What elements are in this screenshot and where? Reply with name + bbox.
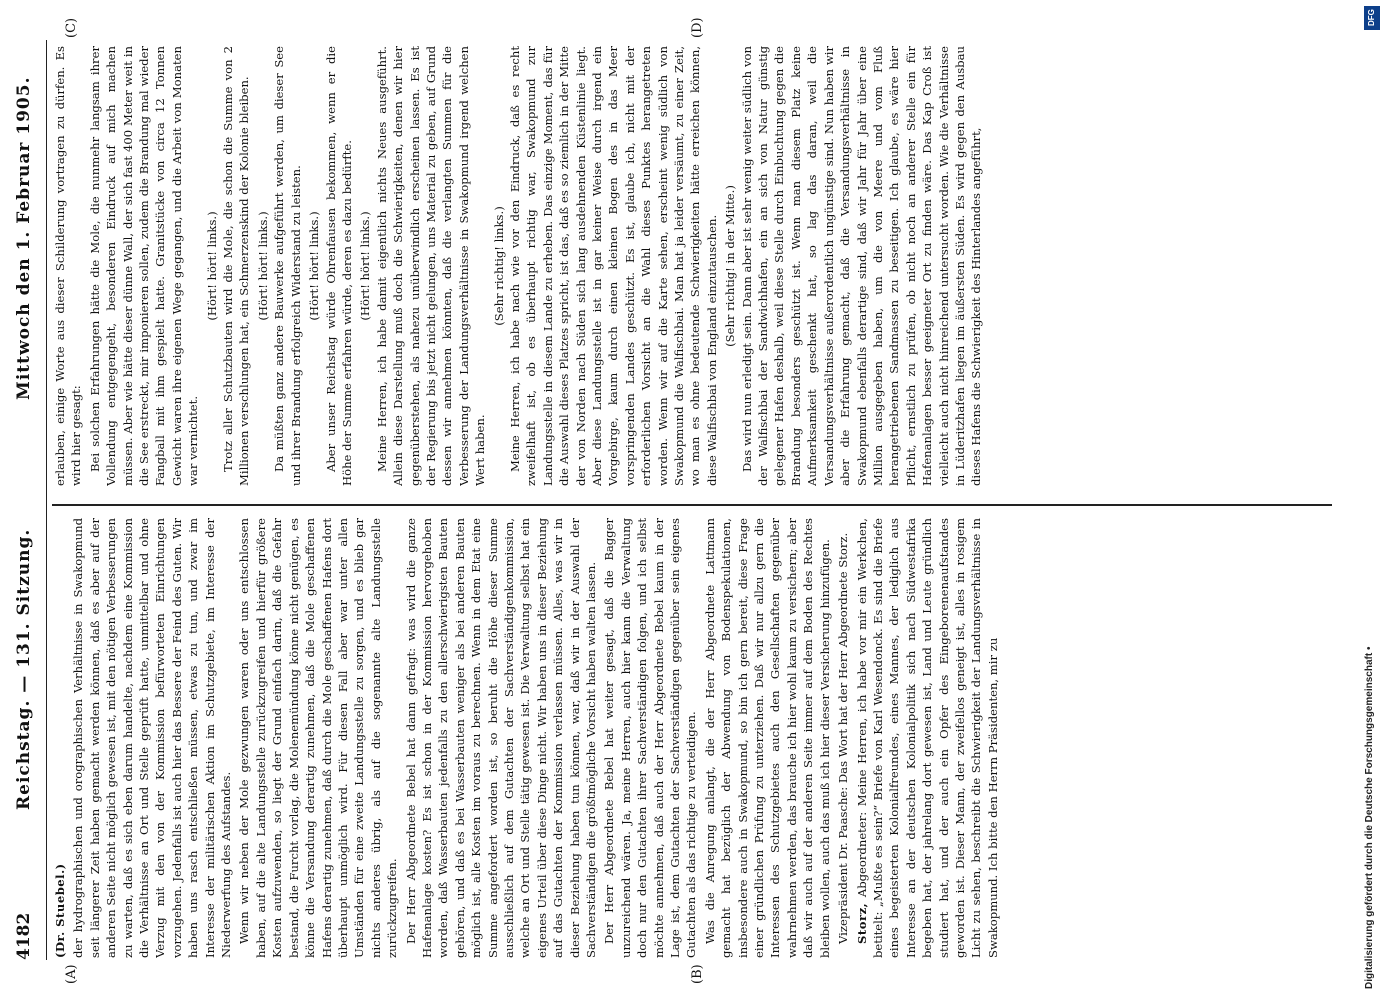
page-header [6,40,46,960]
reaction: (Sehr richtig! in der Mitte.) [723,185,738,347]
paragraph: Das wird nun erledigt sein. Dann aber ist sehr wenig weiter südlich von der Walfischbai der Sandwichhafen, ein an sich von Natur günstig gelegener Hafen deshalb, weil diese Stelle durch Einbuchtung gegen die Brandung besonders geschützt ist. Wenn man diesem Platz keine Aufmerksamkeit geschenkt hat, so lag das daran, weil die Versandungsverhältnisse außerordentlich ungünstige sind. Nun haben wir aber die Erfahrung gemacht, daß die Versandungsverhältnisse in Swakopmund ebenfalls derartige sind, daß wir Jahr für Jahr über eine Million ausgegeben haben, um die von Meere und vom Fluß herangetriebenen Sandmassen zu beseitigen. Ich glaube, es wäre hier Pflicht, ernstlich zu prüfen, ob nicht noch an anderer Stelle ein für Hafenanlagen besser geeigneter Ort zu finden wäre. Das Kap Croß ist vielleicht auch nicht hinreichend untersucht worden. Wie die Verhältnisse in Lüderitzhafen liegen im äußersten Süden. Es wird gegen den Ausbau dieses Hafens die Schwierigkeit des Hinterlandes angeführt, [739,46,984,486]
reaction: (Hört! hört! links.) [307,211,322,321]
page-number: 4182 [14,912,34,960]
paragraph: Was die Anregung anlangt, die der Herr Abgeordnete Lattmann gemacht hat bezüglich der Abwendung von Bodenspekulationen, insbesondere auch in Swakopmund, so bin ich gern bereit, diese Frage einer gründlichen Prüfung zu unterziehen. Daß wir nur allzu gern die Interessen des Schutzgebietes auch den Gesellschaften gegenüber wahrnehmen werden, das brauche ich hier wohl kaum zu versichern; aber daß wir auch auf der anderen Seite immer auf dem Boden des Rechtes bleiben wollen, auch das muß ich hier dieser Versicherung hinzufügen. [702,518,832,958]
reaction: (Hört! hört! links.) [255,211,270,321]
paragraph: Der Herr Abgeordnete Bebel hat dann gefragt: was wird die ganze Hafenanlage kosten? Es ist schon in der Kommission hervorgehoben worden, daß Wasserbauten jedenfalls zu den allerschwierigsten Bauten gehören, und daß es bei Wasserbauten weniger als bei anderen Bauten möglich ist, alle Kosten im voraus zu berechnen. Wenn in dem Etat eine Summe angefordert worden ist, so beruht die Höhe dieser Summe ausschließlich auf dem Gutachten der Sachverständigenkommission, welche an Ort und Stelle tätig gewesen ist. Die Verwaltung selbst hat ein eigenes Urteil über diese Dinge nicht. Wir haben uns in dieser Beziehung auf das Gutachten der Kommission verlassen müssen. Alles, was wir in dieser Beziehung haben tun können, war, daß wir in der Auswahl der Sachverständigen die größtmögliche Vorsicht haben walten lassen. [403,518,598,958]
left-text-column [52,518,1332,958]
dfg-logo: DFG [1364,6,1380,30]
quote-paragraph: Trotz aller Schutzbauten wird die Mole, die schon die Summe von 2 Millionen verschlungen hat, ein Schmerzenskind der Kolonie bleiben. [221,46,252,486]
header-rule [46,40,47,960]
margin-mark-a: (A) [64,964,79,984]
paragraph: erlauben, einige Worte aus dieser Schilderung vortragen zu dürfen. Es wird hier gesagt: [53,46,84,486]
paragraph: Meine Herren, ich habe nach wie vor den Eindruck, daß es recht zweifelhaft ist, ob es überhaupt richtig war, Swakopmund zur Landungsstelle in diesem Lande zu erheben. Das einzige Moment, das für die Auswahl dieses Platzes spricht, ist das, daß es so ziemlich in der Mitte der von Norden nach Süden sich lang ausdehnenden Küstenlinie liegt. Aber diese Landungsstelle ist in gar keiner Weise durch irgend ein Vorgebirge, kaum durch einen kleinen Bogen des in das Meer vorspringenden Landes geschützt. Es ist, glaube ich, nicht mit der erforderlichen Vorsicht an die Wahl dieses Punktes herangetreten worden. Wenn wir auf die Karte sehen, erscheint wenig südlich von Swakopmund die Walfischbai. Man hat ja leider versäumt, zu einer Zeit, wo man es ohne bedeutende Schwierigkeiten hätte erreichen können, diese Walfischbai von England einzutauschen. [507,46,719,486]
reaction: (Sehr richtig! links.) [491,206,506,326]
reaction: (Hört! hört! links.) [358,211,373,321]
margin-mark-b: (B) [690,964,705,984]
paragraph: Der Herr Abgeordnete Bebel hat weiter gesagt, daß die Bagger unzureichend wären. Ja, meine Herren, auch hier kann die Verwaltung doch nur den Gutachten ihrer Sachverständigen folgen, und ich selbst möchte annehmen, daß auch der Herr Abgeordnete Bebel kaum in der Lage ist, dem Gutachten der Sachverständigen gegenüber sein eigenes Gutachten als das richtige zu verteidigen. [602,518,699,958]
quote-paragraph: Aber unser Reichstag würde Ohrenfausen bekommen, wenn er die Höhe der Summe erfahren würde, deren es dazu bedürfte. [323,46,354,486]
margin-mark-d: (D) [690,17,705,38]
speaker-storz: Storz, [854,902,869,944]
paragraph-vice-president: Vizepräsident Dr. Paasche: Das Wort hat der Herr Abgeordnete Storz. [836,532,851,944]
paragraph-storz: Storz, Abgeordneter: Meine Herren, ich habe vor mir ein Werkchen, betitelt: „Mußte es sein?“ Briefe von Karl Wesendonck. Es sind die Briefe eines begeisterten Kolonialfreundes, eines Mannes, der lediglich aus Interesse an der deutschen Kolonialpolitik sich nach Südwestafrika begeben hat, der jahrelang dort gewesen ist, Land und Leute gründlich studiert hat, und der auch ein Opfer des Eingeborenenaufstandes geworden ist. Dieser Mann, der zweifellos geneigt ist, alles in rosigem Licht zu sehen, beschreibt die Schwierigkeit der Landungsverhältnisse in Swakopmund. Ich bitte den Herrn Präsidenten, mir zu [854,518,1000,958]
margin-mark-c: (C) [64,17,79,38]
quote-paragraph: Da müßten ganz andere Bauwerke aufgeführt werden, um dieser See und ihrer Brandung erfolgreich Widerstand zu leisten. [272,46,303,486]
reaction: (Hört! hört! links.) [204,211,219,321]
digitization-credit [1362,10,1380,995]
speaker-stuebel: (Dr. Stuebel.) [53,863,67,958]
column-divider [52,504,1332,506]
paragraph: Meine Herren, ich habe damit eigentlich nichts Neues ausgeführt. Allein diese Darstellung muß doch die Schwierigkeiten, denen wir hier gegenüberstehen, als nahezu unüberwindlich erscheinen lassen. Es ist der Regierung bis jetzt nicht gelungen, uns Material zu geben, auf Grund dessen wir annehmen könnten, daß die verlangten Summen für die Verbesserung der Landungsverhältnisse in Swakopmund irgend welchen Wert haben. [374,46,488,486]
session-title: Reichstag. — 131. Sitzung. [14,528,34,810]
paragraph: Wenn wir neben der Mole gezwungen waren oder uns entschlossen haben, auf die alte Landungsstelle zurückzugreifen und hierfür größere Kosten aufzuwenden, so liegt der Grund einfach darin, daß die Gefahr bestand, die Furcht vorlag, die Molenemündung könne nicht genügen, es könne die Versandung derartig zunehmen, daß die Mole geschaffenen Hafens derartig zunehmen, daß durch die Mole geschaffenen Hafens dort überhaupt unmöglich wird. Für diesen Fall aber war unter allen Umständen für eine zweite Landungsstelle zu sorgen, und es blieb gar nichts anderes übrig, als auf die sogenannte alte Landungsstelle zurückzugreifen. [237,518,400,958]
quote-paragraph: Bei solchen Erfahrungen hätte die Mole, die nunmehr langsam ihrer Vollendung entgegengeht, besonderen Eindruck auf mich machen müssen. Aber wie hätte dieser dünne Wall, der sich fast 400 Meter weit in die See erstreckt, mir imponieren sollen, zudem die Brandung mal wieder Fangball mit ihm gespielt hatte. Granitstücke von circa 12 Tonnen Gewicht waren ihre eigenen Wege gegangen, und die Arbeit von Monaten war vernichtet. [87,46,201,486]
paragraph: der hydrographischen und orographischen Verhältnisse in Swakopmund seit längerer Zeit haben gemacht werden können, daß es aber auf der anderen Seite nicht möglich gewesen ist, mit den nötigen Verbesserungen zu warten, daß es sich eben darum handelte, nachdem eine Kommission die Verhältnisse an Ort und Stelle geprüft hatte, unmittelbar und ohne Verzug mit den von der Kommission befürworteten Einrichtungen vorzugehen. Jedenfalls ist auch hier das Bessere der Feind des Guten. Wir haben uns rasch entschließen müssen, etwas zu tun, und zwar im Interesse der militärischen Aktion im Schutzgebiete, im Interesse der Niederwerfung des Aufstandes. [71,518,234,958]
session-date: Mittwoch den 1. Februar 1905. [14,76,34,400]
right-text-column [52,46,1332,486]
credit-text: Digitalisierung gefördert durch die Deutsche Forschungsgemeinschaft • [1364,646,1375,989]
